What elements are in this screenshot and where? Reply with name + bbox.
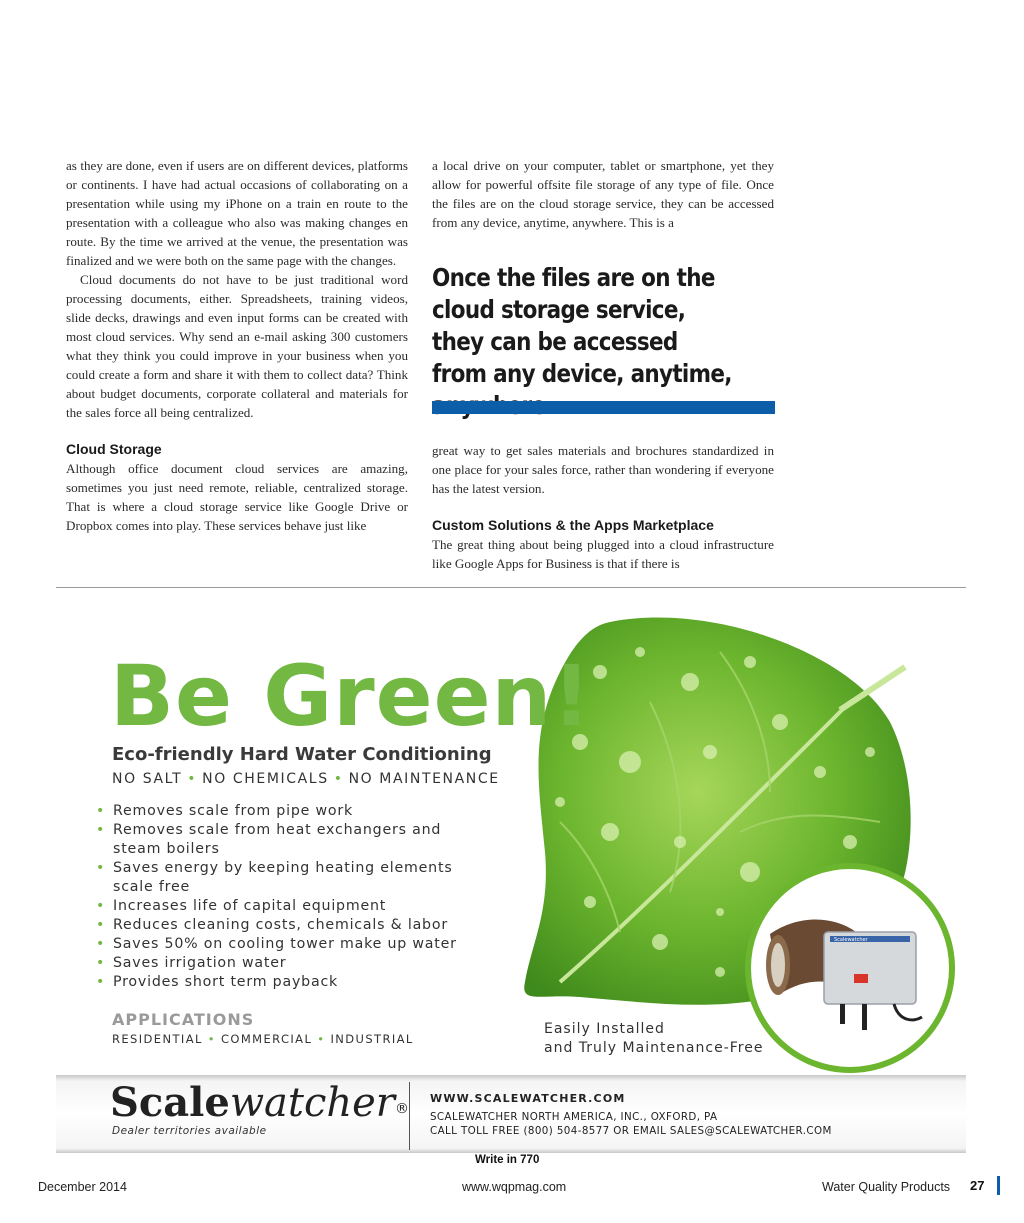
write-in-number: Write in 770 [475,1154,540,1166]
company-line: SCALEWATCHER NORTH AMERICA, INC., OXFORD, PA [430,1111,718,1123]
pull-quote: Once the files are on the cloud storage service, they can be accessed from any device, anytime, [432,263,732,388]
body-paragraph: a local drive on your computer, tablet or smartphone, yet they allow for powerful offsite file storage of any type of file. Once the files are on the cloud storage service, they can be accessed from any device, anytime, anywhere. This is a [432,158,774,230]
app-residential: RESIDENTIAL [112,1032,203,1046]
device-label: Scalewatcher [834,937,868,943]
page-number: 27 [970,1178,985,1193]
benefits-list [96,802,476,992]
no-salt: NO SALT [112,771,183,787]
bullet-dot: • [187,771,198,787]
contact-line: CALL TOLL FREE (800) 504-8577 OR EMAIL SALES@SCALEWATCHER.COM [430,1125,832,1137]
no-chemicals: NO CHEMICALS [202,771,329,787]
body-paragraph: The great thing about being plugged into a cloud infrastructure like Google Apps for Business is that if there is [432,537,774,571]
ad-headline: Be Green! [110,647,592,745]
list-item: • Provides short term payback [96,973,476,992]
inset-caption-line: Easily Installed [544,1021,665,1037]
footer-publication: Water Quality Products [822,1180,951,1194]
list-item: • Removes scale from heat exchangers and steam boilers [96,821,443,859]
applications-list [112,1032,414,1046]
ad-no-list [112,771,500,787]
list-item: • Saves energy by keeping heating elements scale free [96,859,453,897]
brand-logo [110,1080,409,1126]
bullet-dot: • [207,1032,216,1046]
body-paragraph: as they are done, even if users are on different devices, platforms or continents. I have had actual occasions of collaborating on a presentation while using my iPhone on a train en route to the presentation with a colleague who also was making changes en route. By the time we arrived at the venue, the presentation was finalized and we were both on the same page with the changes. [66,158,408,268]
body-paragraph: great way to get sales materials and brochures standardized in one place for your sales force, rather than wondering if everyone has the latest version. [432,443,774,496]
list-item: • Removes scale from pipe work [96,802,476,821]
bullet-dot: • [333,771,344,787]
bullet-dot: • [317,1032,326,1046]
dealer-note: Dealer territories available [112,1125,267,1137]
applications-title: APPLICATIONS [112,1010,255,1029]
ad-contact-info [430,1110,832,1138]
app-commercial: COMMERCIAL [220,1032,313,1046]
section-divider [56,587,966,588]
app-industrial: INDUSTRIAL [330,1032,414,1046]
product-inset-image [744,862,956,1074]
body-paragraph: Cloud documents do not have to be just traditional word processing documents, either. Spreadsheets, training videos, slide decks, drawings and even input forms can be created with most cloud services. Why send an e-mail asking 300 customers what they think you could improve in your business when you could create a form and share it with them to collect data? Think about budget documents, corporate collateral and materials for the sales force all being centralized. [66,272,408,420]
ad-subheadline: Eco-friendly Hard Water Conditioning [112,744,492,765]
pull-quote-bar [432,401,775,414]
article-right-column-bottom [432,441,774,573]
list-item: • Increases life of capital equipment [96,897,476,916]
body-paragraph: Although office document cloud services are amazing, sometimes you just need remote, reliable, centralized storage. That is where a cloud storage service like Google Drive or Dropbox comes into play. These services behave just like [66,461,408,533]
no-maintenance: NO MAINTENANCE [348,771,500,787]
subhead-custom-solutions: Custom Solutions & the Apps Marketplace [432,517,714,533]
article-right-column-top [432,156,774,232]
list-item: • Reduces cleaning costs, chemicals & labor [96,916,476,935]
page-number-marker [997,1176,1000,1195]
footer-date: December 2014 [38,1180,127,1194]
brand-bold: Scale [110,1079,230,1126]
list-item: • Saves irrigation water [96,954,476,973]
ad-website-link[interactable]: WWW.SCALEWATCHER.COM [430,1092,626,1105]
inset-caption-line: and Truly Maintenance-Free [544,1040,764,1056]
brand-italic: watcher [229,1080,395,1126]
footer-url[interactable]: www.wqpmag.com [462,1180,567,1194]
subhead-cloud-storage: Cloud Storage [66,441,162,457]
ad-footer-divider [409,1082,410,1150]
inset-caption [544,1020,763,1058]
registered-mark: ® [394,1101,409,1117]
article-left-column [66,156,408,535]
list-item: • Saves 50% on cooling tower make up water [96,935,476,954]
